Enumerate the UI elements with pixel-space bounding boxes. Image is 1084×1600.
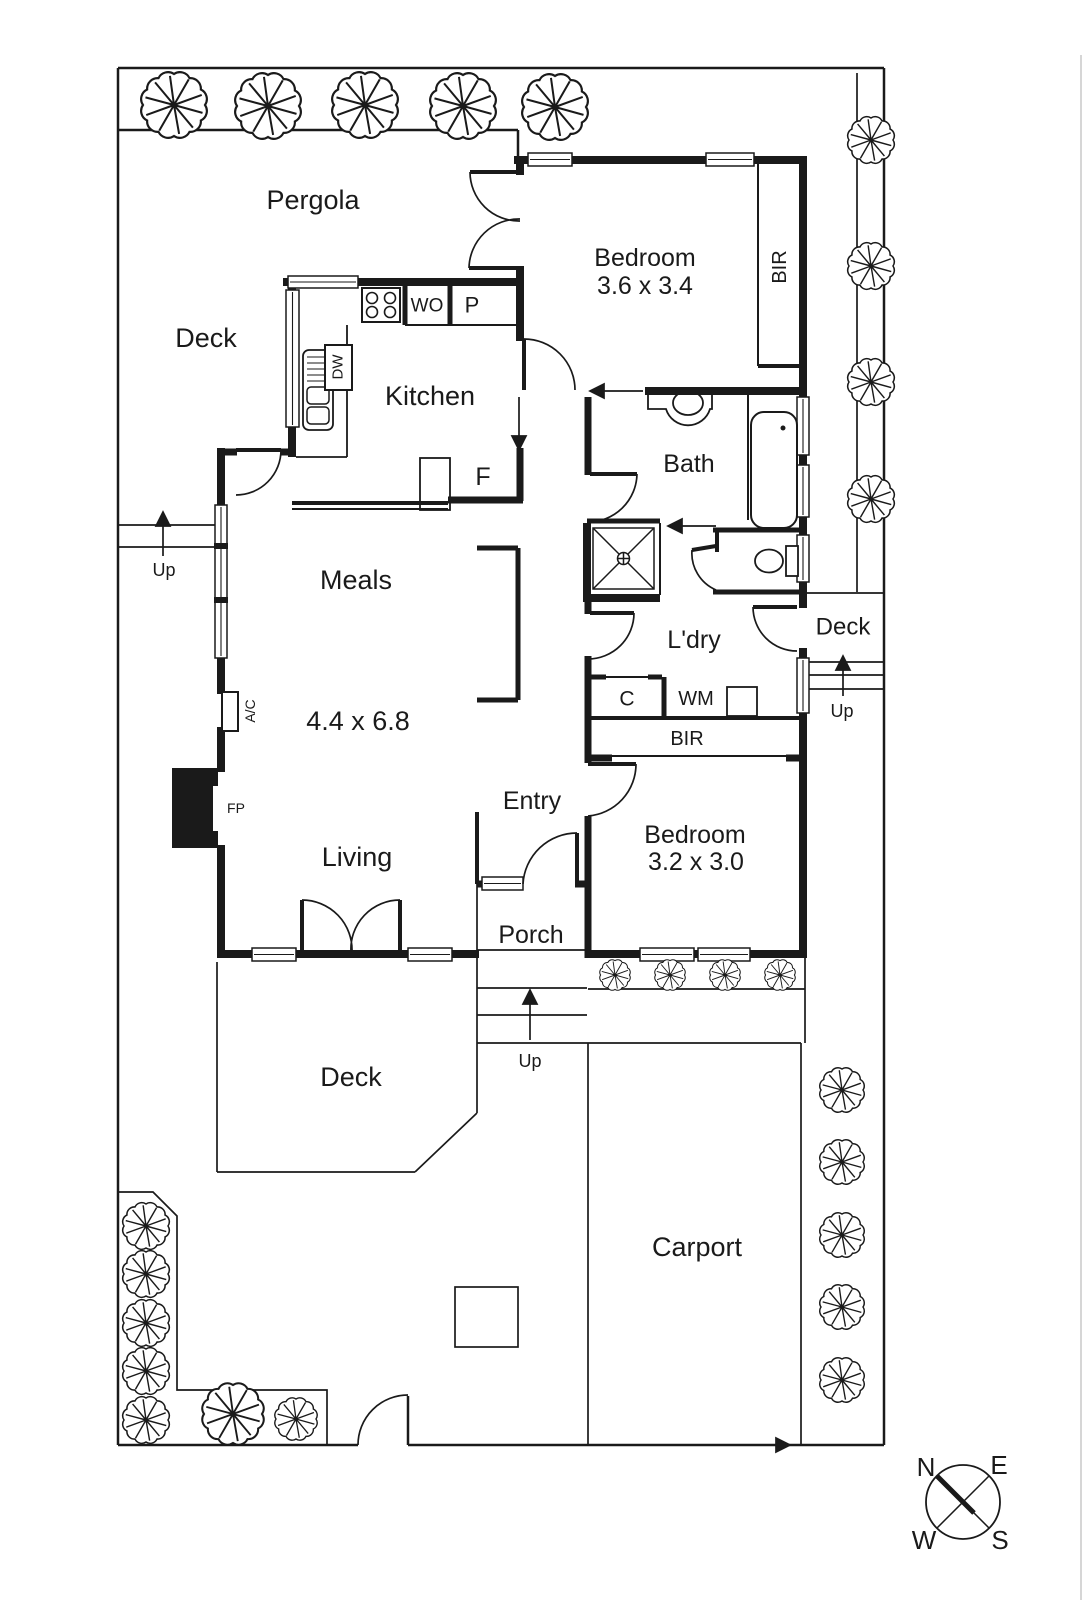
tree-icon — [820, 1285, 865, 1330]
compass-e: E — [990, 1450, 1008, 1480]
direction-arrows — [156, 384, 850, 1452]
tree-icon — [848, 243, 895, 290]
room-label-laundry: L'dry — [667, 626, 721, 654]
tree-icon — [848, 359, 895, 406]
fixture-label-wm: WM — [678, 688, 714, 710]
kitchen-bench — [296, 325, 450, 510]
stairs-label-up-porch: Up — [518, 1051, 542, 1071]
toilet-icon — [755, 546, 798, 576]
vanity-icon — [648, 391, 712, 425]
room-label-bath: Bath — [663, 450, 715, 478]
tree-icon — [275, 1398, 317, 1440]
fixture-label-fridge: F — [475, 463, 491, 491]
room-label-kitchen: Kitchen — [384, 381, 476, 411]
tree-icon — [848, 476, 895, 523]
tree-icon — [820, 1358, 865, 1403]
tree-icon — [332, 72, 398, 138]
room-label-bed2: Bedroom — [644, 821, 746, 849]
stairs-label-up-left: Up — [152, 560, 176, 580]
stairs-label-up-deck: Up — [830, 701, 854, 721]
tree-icon — [123, 1203, 170, 1250]
tree-icon — [430, 73, 496, 139]
fixture-label-cupboard: C — [619, 687, 635, 711]
cooktop-icon — [362, 288, 400, 322]
room-label-bed2-dim: 3.2 x 3.0 — [648, 848, 744, 876]
tree-icon — [202, 1383, 263, 1444]
shrub-icon — [765, 960, 796, 991]
washing-machine-icon — [727, 687, 757, 716]
fixture-label-dw: DW — [329, 354, 347, 380]
fixture-label-fp: FP — [227, 800, 245, 816]
room-label-bed1-dim: 3.6 x 3.4 — [597, 272, 693, 300]
store-square — [455, 1287, 518, 1347]
compass-s: S — [991, 1525, 1009, 1555]
compass-w: W — [911, 1525, 937, 1555]
tree-icon — [848, 117, 895, 164]
tree-icon — [820, 1140, 865, 1185]
tree-icon — [123, 1397, 170, 1444]
compass-n: N — [916, 1452, 936, 1482]
room-label-deck-right: Deck — [815, 613, 871, 641]
shower-icon — [593, 528, 654, 589]
fixture-label-ac: A/C — [242, 699, 258, 723]
tree-icon — [235, 73, 301, 139]
room-label-meals-dim: 4.4 x 6.8 — [306, 706, 410, 736]
aircon-icon — [222, 692, 238, 731]
shrub-icon — [710, 960, 741, 991]
bathtub-icon — [751, 412, 797, 528]
fixture-label-pantry: P — [464, 292, 480, 318]
room-label-meals: Meals — [319, 565, 393, 595]
tree-icon — [522, 74, 588, 140]
shrub-icon — [655, 960, 686, 991]
fixture-label-bir-bed1: BIR — [769, 250, 791, 284]
room-label-bed1: Bedroom — [594, 244, 696, 272]
fixture-label-wo: WO — [410, 295, 444, 317]
room-label-pergola: Pergola — [266, 185, 360, 215]
room-label-deck-bottom: Deck — [320, 1062, 382, 1092]
room-label-living: Living — [321, 842, 393, 872]
tree-icon — [123, 1300, 170, 1347]
room-label-porch: Porch — [498, 921, 564, 949]
fixture-label-bir-laundry: BIR — [670, 728, 704, 750]
room-label-entry: Entry — [502, 787, 562, 815]
fireplace-icon — [172, 768, 222, 848]
room-label-carport: Carport — [651, 1232, 743, 1262]
shrub-icon — [600, 960, 631, 991]
tree-icon — [820, 1068, 865, 1113]
tree-icon — [820, 1213, 865, 1258]
tree-icon — [141, 72, 207, 138]
room-label-deck-left: Deck — [175, 323, 237, 353]
tree-icon — [123, 1251, 170, 1298]
tree-icon — [123, 1348, 170, 1395]
compass — [912, 1450, 1009, 1555]
